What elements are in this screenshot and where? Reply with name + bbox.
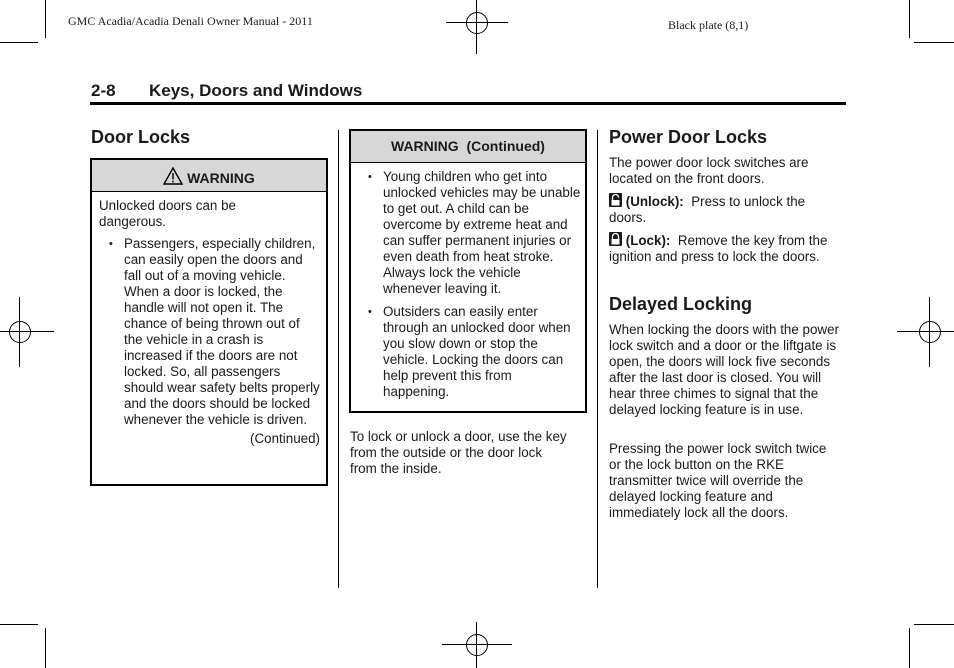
section-heading-delayed-locking: Delayed Locking	[609, 294, 753, 314]
lock-label: (Lock):	[625, 233, 671, 248]
bullet-text: Young children who get into unlocked vehicles may be unable to get out. A child can be overcome by extreme heat and can suffer permanent injuries or even death from heat stroke. Always lock the vehicle whenever leaving it.	[383, 169, 581, 296]
delayed-locking-para-2: Pressing the power lock switch twice or the lock button on the RKE transmitter twice will override the delayed locking feature and immediately lock all the doors.	[609, 441, 827, 520]
crop-mark	[914, 42, 954, 43]
warning-continued-header	[351, 131, 585, 163]
continued-label: (Continued)	[250, 431, 320, 446]
crop-mark	[0, 624, 38, 625]
unlock-description	[609, 193, 837, 226]
delayed-locking-para-1: When locking the doors with the power lock switch and a door or the liftgate is open, the doors will lock five seconds after the last door is closed. You will hear three chimes to signal that the delayed locking feature is in use.	[609, 322, 839, 417]
warning-continued-box	[349, 129, 587, 413]
manual-title: GMC Acadia/Acadia Denali Owner Manual - 2011	[68, 14, 313, 28]
registration-mark-icon	[464, 10, 490, 36]
unlock-icon	[609, 193, 622, 207]
bullet-icon: •	[368, 306, 372, 318]
chapter-title: Keys, Doors and Windows	[149, 81, 363, 100]
warning-triangle-icon	[163, 167, 183, 185]
bullet-text: Outsiders can easily enter through an unlocked door when you slow down or stop the vehicle. Locking the doors can help prevent this from happening.	[383, 304, 571, 399]
registration-mark-icon	[464, 632, 490, 658]
column-divider	[338, 130, 339, 588]
crop-mark	[909, 0, 910, 38]
crop-mark	[45, 628, 46, 668]
unlock-label: (Unlock):	[625, 194, 684, 209]
section-heading-door-locks: Door Locks	[91, 127, 191, 147]
plate-label: Black plate (8,1)	[668, 18, 749, 32]
warning-bullet	[109, 236, 320, 428]
registration-mark-icon	[7, 319, 33, 345]
chapter-rule	[90, 102, 846, 105]
page-number: 2-8	[91, 81, 116, 100]
crop-mark	[45, 0, 46, 38]
column-divider	[597, 130, 598, 588]
power-locks-intro: The power door lock switches are located on the front doors.	[609, 155, 809, 186]
lock-instructions: To lock or unlock a door, use the key from the outside or the door lock from the inside.	[350, 429, 567, 476]
lock-icon	[609, 232, 622, 246]
warning-label: WARNING	[187, 170, 255, 186]
bullet-text: Passengers, especially children, can easily open the doors and fall out of a moving vehicle. When a door is locked, the handle will not open it. The chance of being thrown out of the vehicle in a crash is increased if the doors are not locked. So, all passengers should wear safety belts properly and the doors should be locked whenever the vehicle is driven.	[124, 236, 320, 427]
lock-description	[609, 232, 837, 265]
unlock-text: Press to unlock the doors.	[609, 194, 806, 225]
registration-mark-icon	[917, 319, 943, 345]
crop-mark	[914, 624, 954, 625]
warning-intro: Unlocked doors can be dangerous.	[99, 198, 236, 229]
bullet-icon: •	[109, 238, 113, 250]
section-heading-power-door-locks: Power Door Locks	[609, 127, 768, 147]
warning-bullet	[368, 304, 581, 400]
warning-header	[92, 160, 326, 192]
warning-box	[90, 158, 328, 486]
crop-mark	[0, 42, 38, 43]
warning-continued-label: WARNING (Continued)	[391, 138, 545, 154]
crop-mark	[909, 628, 910, 668]
bullet-icon: •	[368, 171, 372, 183]
lock-text: Remove the key from the ignition and press to lock the doors.	[609, 233, 828, 264]
warning-bullet	[368, 169, 581, 297]
